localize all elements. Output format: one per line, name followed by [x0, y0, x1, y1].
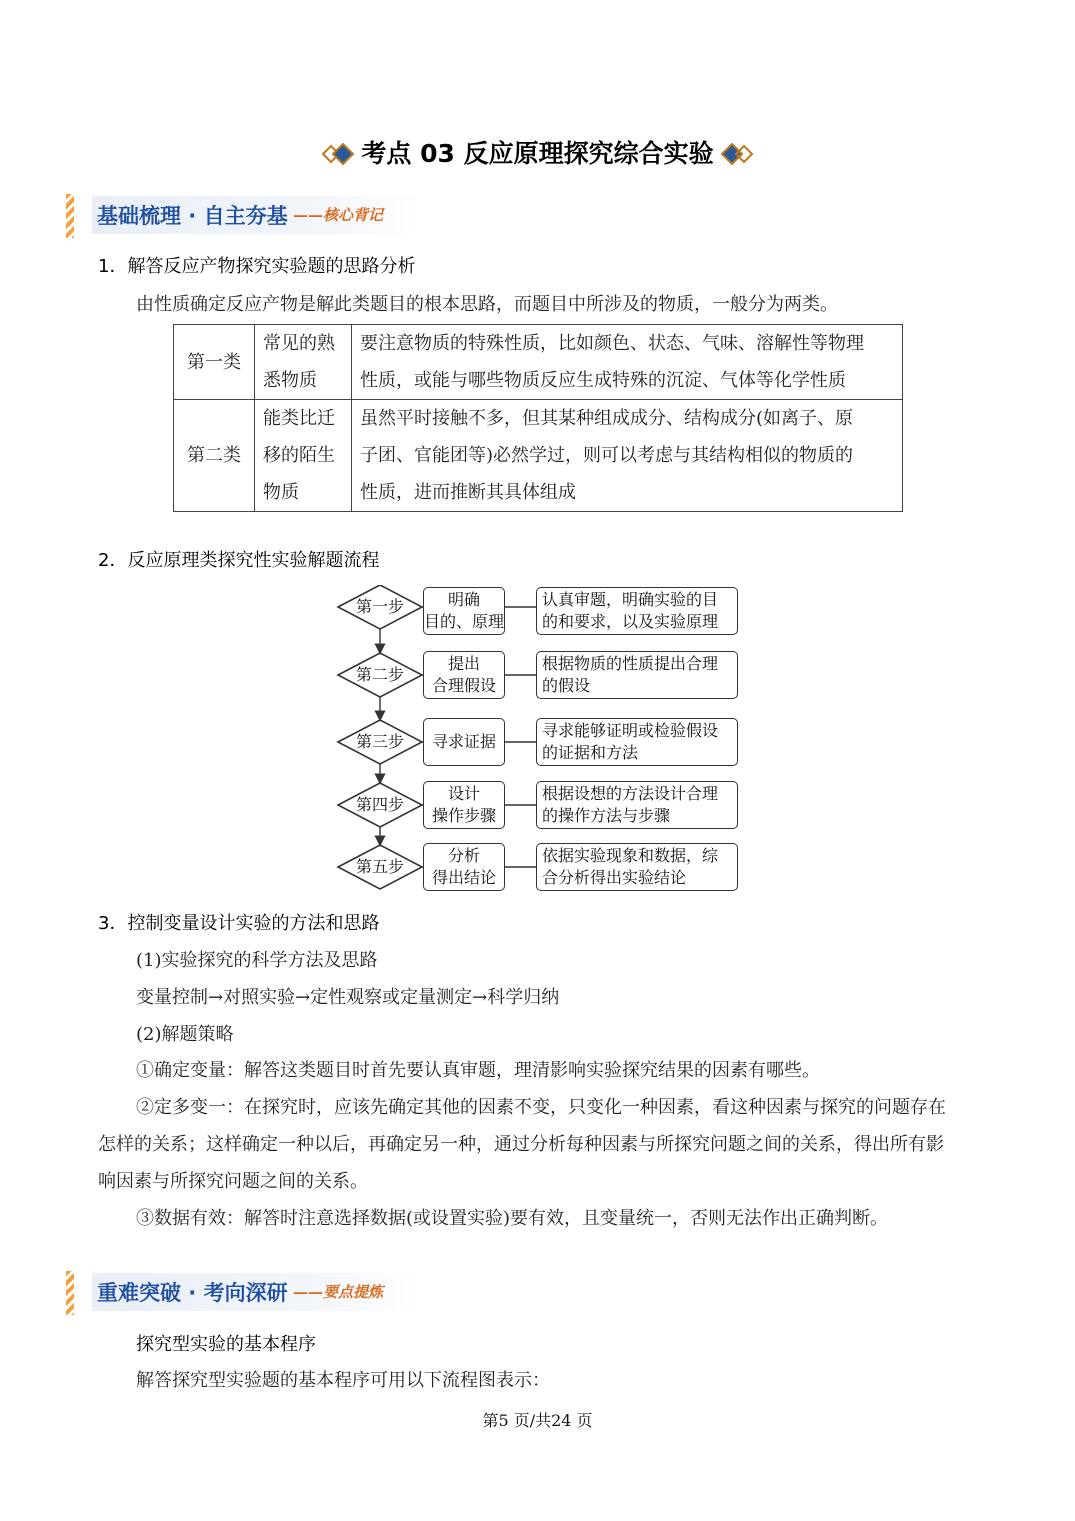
box-line: 分析	[447, 846, 480, 865]
box-line: 的证据和方法	[542, 743, 639, 762]
paragraph-intro: 由性质确定反应产物是解此类题目的根本思路，而题目中所涉及的物质，一般分为两类。	[136, 294, 838, 315]
subheading-strategy: (2)解题策略	[136, 1024, 234, 1045]
step-label: 第一步	[355, 597, 404, 616]
section-dash: ——	[293, 206, 323, 224]
box-line: 目的、原理	[424, 612, 505, 631]
paragraph-procedure: 解答探究型实验题的基本程序可用以下流程图表示：	[136, 1370, 550, 1391]
flow-box-action	[423, 843, 505, 891]
paragraph-strategy-3: ③数据有效：解答时注意选择数据(或设置实验)要有效，且变量统一，否则无法作出正确判断。	[136, 1208, 889, 1229]
solution-flowchart	[335, 585, 745, 895]
heading-item-1: 1．解答反应产物探究实验题的思路分析	[98, 256, 416, 277]
substance-table	[173, 324, 903, 512]
flow-box-detail	[536, 587, 738, 635]
paragraph-chain: 变量控制→对照实验→定性观察或定量测定→科学归纳	[136, 987, 560, 1008]
section-dash: ——	[293, 1283, 323, 1301]
box-line: 提出	[447, 654, 480, 673]
section-subtitle-text: 要点提炼	[323, 1283, 384, 1301]
table-cell-desc	[352, 325, 903, 400]
flow-box-detail	[536, 781, 738, 829]
box-line: 寻求证据	[431, 732, 496, 751]
table-row	[174, 400, 903, 512]
section-title: 重难突破 · 考向深研	[97, 1281, 288, 1305]
flow-box-action	[423, 781, 505, 829]
flow-box-action	[423, 587, 505, 635]
box-line: 设计	[447, 784, 480, 803]
box-line: 明确	[447, 590, 480, 609]
cell-line: 要注意物质的特殊性质，比如颜色、状态、气味、溶解性等物理	[360, 333, 864, 354]
paragraph-strategy-2: ②定多变一：在探究时，应该先确定其他的因素不变，只变化一种因素，看这种因素与探究的问题存在	[136, 1097, 946, 1118]
box-line: 认真审题，明确实验的目	[542, 590, 719, 609]
box-line: 得出结论	[431, 868, 496, 887]
flow-box-action	[423, 718, 505, 766]
heading-item-3: 3．控制变量设计实验的方法和思路	[98, 913, 380, 934]
cell-line: 性质，进而推断其具体组成	[360, 482, 576, 503]
box-line: 根据设想的方法设计合理	[542, 784, 719, 803]
page-title-text: 考点 03 反应原理探究综合实验	[361, 139, 714, 168]
box-line: 根据物质的性质提出合理	[542, 654, 719, 673]
paragraph-strategy-2-cont: 响因素与所探究问题之间的关系。	[98, 1171, 368, 1192]
section-subtitle	[293, 204, 383, 225]
cell-line: 常见的熟	[263, 333, 335, 354]
cell-line: 性质，或能与哪些物质反应生成特殊的沉淀、气体等化学性质	[360, 370, 846, 391]
cell-line: 移的陌生	[263, 445, 335, 466]
table-cell-category: 第二类	[174, 400, 255, 512]
section-subtitle-text: 核心背记	[323, 206, 384, 224]
flow-box-detail	[536, 651, 738, 699]
box-line: 的操作方法与步骤	[542, 806, 671, 825]
flow-box-action	[423, 651, 505, 699]
paragraph-strategy-2-cont: 怎样的关系；这样确定一种以后，再确定另一种，通过分析每种因素与所探究问题之间的关系，得出所有影	[98, 1134, 944, 1155]
cell-line: 虽然平时接触不多，但其某种组成成分、结构成分(如离子、原	[360, 408, 854, 429]
box-line: 寻求能够证明或检验假设	[542, 721, 719, 740]
box-line: 合理假设	[431, 676, 496, 695]
page-title	[0, 134, 1075, 170]
section-header-advanced	[66, 1271, 426, 1315]
cell-line: 能类比迁	[263, 408, 335, 429]
section-stripe-icon	[66, 1271, 74, 1315]
step-label: 第三步	[355, 732, 404, 751]
cell-line: 悉物质	[263, 370, 317, 391]
flow-box-detail	[536, 718, 738, 766]
heading-item-2: 2．反应原理类探究性实验解题流程	[98, 550, 380, 571]
table-cell-category: 第一类	[174, 325, 255, 400]
section-title: 基础梳理 · 自主夯基	[97, 204, 288, 228]
table-row	[174, 325, 903, 400]
table-cell-kind	[255, 400, 352, 512]
flow-box-detail	[536, 843, 738, 891]
cell-line: 子团、官能团等)必然学过，则可以考虑与其结构相似的物质的	[360, 445, 854, 466]
box-line: 操作步骤	[431, 806, 496, 825]
box-line: 依据实验现象和数据，综	[542, 846, 719, 865]
title-diamond-right-icon	[718, 143, 754, 165]
paragraph-strategy-1: ①确定变量：解答这类题目时首先要认真审题，理清影响实验探究结果的因素有哪些。	[136, 1060, 820, 1081]
step-label: 第二步	[355, 665, 404, 684]
subheading-method: (1)实验探究的科学方法及思路	[136, 950, 378, 971]
cell-line: 物质	[263, 482, 299, 503]
box-line: 的和要求，以及实验原理	[542, 612, 719, 631]
heading-item-4: 探究型实验的基本程序	[136, 1334, 316, 1355]
page-number: 第5 页/共24 页	[482, 1411, 593, 1430]
box-line: 的假设	[542, 676, 591, 695]
step-label: 第五步	[355, 857, 404, 876]
section-subtitle	[293, 1281, 383, 1302]
box-line: 合分析得出实验结论	[542, 868, 687, 887]
section-stripe-icon	[66, 194, 74, 238]
table-cell-desc	[352, 400, 903, 512]
table-cell-kind	[255, 325, 352, 400]
title-diamond-left-icon	[321, 143, 357, 165]
section-header-basics	[66, 194, 426, 238]
step-label: 第四步	[355, 795, 404, 814]
